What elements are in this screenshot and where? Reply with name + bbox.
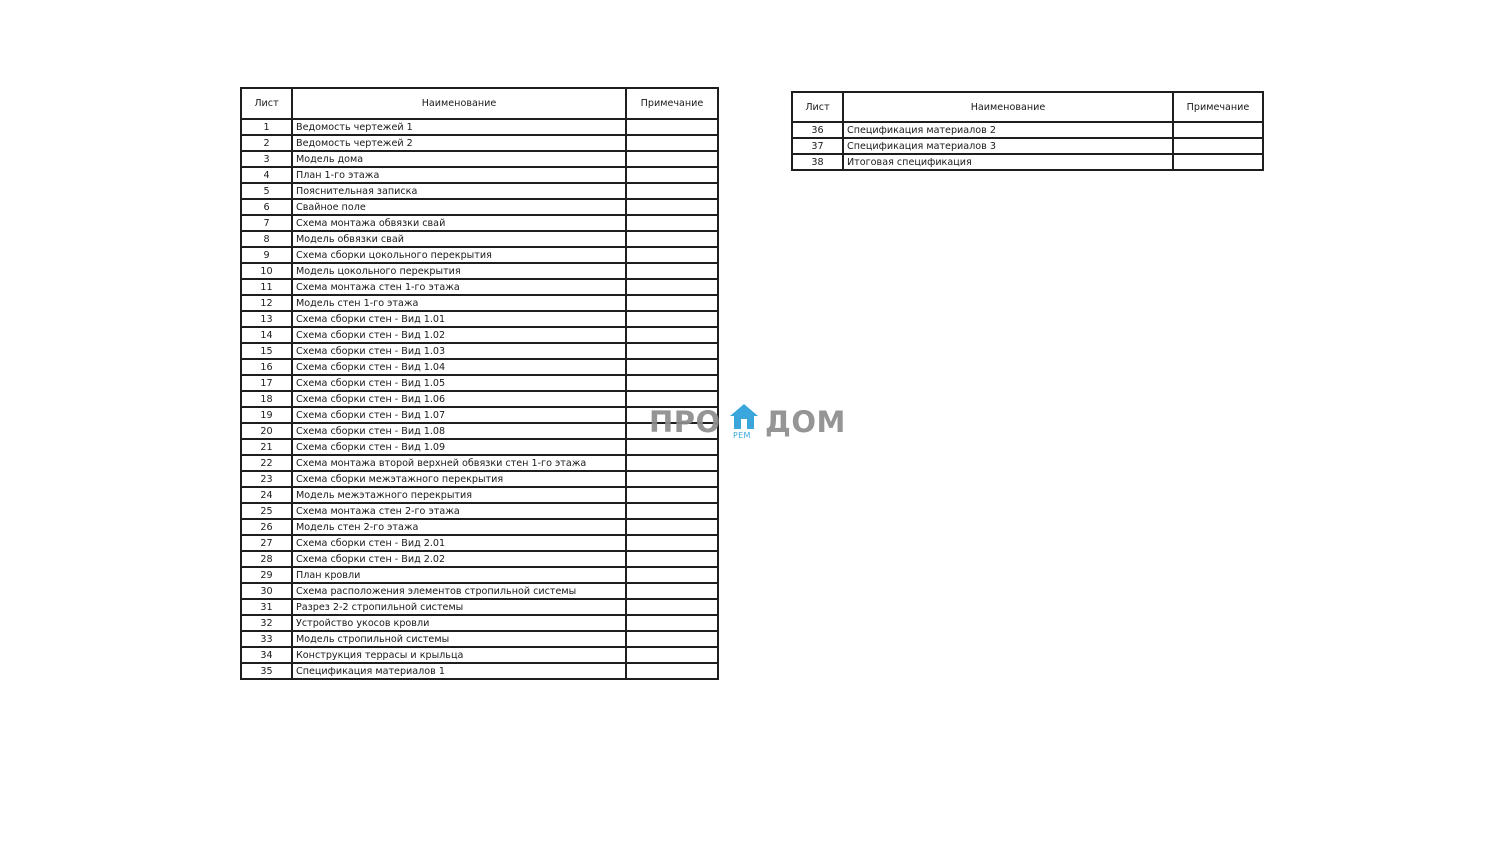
drawings-list-table-continued [791,91,1264,171]
note-cell [626,279,718,295]
note-cell [1173,154,1263,170]
table-row [241,551,718,567]
table-row [241,407,718,423]
table-row [241,567,718,583]
sheet-name-cell: План кровли [292,567,626,583]
sheet-number-cell: 35 [241,663,292,679]
sheet-name-cell: Модель стен 1-го этажа [292,295,626,311]
table-body [792,122,1263,170]
table-row [241,247,718,263]
note-cell [626,327,718,343]
sheet-number-cell: 16 [241,359,292,375]
table-body [241,119,718,679]
sheet-number-cell: 18 [241,391,292,407]
column-header-sheet: Лист [792,92,843,122]
note-cell [626,487,718,503]
sheet-number-cell: 8 [241,231,292,247]
column-header-name: Наименование [843,92,1173,122]
sheet-name-cell: Схема сборки стен - Вид 1.06 [292,391,626,407]
sheet-number-cell: 23 [241,471,292,487]
table-row [792,122,1263,138]
watermark-logo [649,400,849,446]
column-header-sheet: Лист [241,88,292,119]
note-cell [626,631,718,647]
sheet-name-cell: Схема сборки стен - Вид 2.01 [292,535,626,551]
note-cell [1173,138,1263,154]
sheet-name-cell: Схема сборки стен - Вид 1.03 [292,343,626,359]
sheet-number-cell: 6 [241,199,292,215]
sheet-name-cell: Схема сборки цокольного перекрытия [292,247,626,263]
sheet-name-cell: Схема сборки стен - Вид 1.05 [292,375,626,391]
table-row [792,138,1263,154]
table-row [241,631,718,647]
table-row [241,647,718,663]
sheet-name-cell: Спецификация материалов 2 [843,122,1173,138]
table-row [241,343,718,359]
sheet-name-cell: Конструкция террасы и крыльца [292,647,626,663]
table-row [241,471,718,487]
sheet-number-cell: 17 [241,375,292,391]
sheet-name-cell: Модель дома [292,151,626,167]
sheet-number-cell: 27 [241,535,292,551]
sheet-name-cell: Спецификация материалов 3 [843,138,1173,154]
note-cell [1173,122,1263,138]
table-row [241,439,718,455]
sheet-number-cell: 1 [241,119,292,135]
table-row [241,151,718,167]
table-row [241,231,718,247]
sheet-name-cell: Модель цокольного перекрытия [292,263,626,279]
sheet-number-cell: 24 [241,487,292,503]
sheet-name-cell: Схема монтажа второй верхней обвязки стен 1-го этажа [292,455,626,471]
sheet-number-cell: 13 [241,311,292,327]
table-row [241,375,718,391]
watermark-text-left: ПРО [649,405,721,439]
sheet-number-cell: 22 [241,455,292,471]
table-row [241,295,718,311]
sheet-number-cell: 4 [241,167,292,183]
sheet-number-cell: 28 [241,551,292,567]
column-header-name: Наименование [292,88,626,119]
sheet-name-cell: Модель обвязки свай [292,231,626,247]
note-cell [626,183,718,199]
sheet-number-cell: 36 [792,122,843,138]
note-cell [626,519,718,535]
note-cell [626,295,718,311]
sheet-number-cell: 9 [241,247,292,263]
table-row [241,327,718,343]
table-row [241,615,718,631]
sheet-name-cell: Свайное поле [292,199,626,215]
note-cell [626,471,718,487]
sheet-name-cell: Модель стен 2-го этажа [292,519,626,535]
table-row [241,279,718,295]
sheet-name-cell: Ведомость чертежей 1 [292,119,626,135]
table-row [241,487,718,503]
table-header-row [241,88,718,119]
note-cell [626,199,718,215]
note-cell [626,263,718,279]
watermark-subtext: РЕМ [733,431,751,440]
sheet-name-cell: План 1-го этажа [292,167,626,183]
note-cell [626,215,718,231]
sheet-number-cell: 37 [792,138,843,154]
note-cell [626,119,718,135]
sheet-name-cell: Схема сборки стен - Вид 1.04 [292,359,626,375]
sheet-name-cell: Разрез 2-2 стропильной системы [292,599,626,615]
sheet-number-cell: 3 [241,151,292,167]
note-cell [626,551,718,567]
sheet-name-cell: Схема сборки стен - Вид 2.02 [292,551,626,567]
sheet-name-cell: Схема сборки стен - Вид 1.07 [292,407,626,423]
note-cell [626,247,718,263]
sheet-number-cell: 32 [241,615,292,631]
table-row [241,503,718,519]
table-row [792,154,1263,170]
sheet-number-cell: 5 [241,183,292,199]
sheet-name-cell: Схема монтажа стен 1-го этажа [292,279,626,295]
sheet-name-cell: Схема сборки стен - Вид 1.01 [292,311,626,327]
note-cell [626,151,718,167]
drawings-list-table [240,87,719,680]
table-row [241,391,718,407]
watermark-text-right: ДОМ [765,405,846,439]
note-cell [626,135,718,151]
sheet-name-cell: Схема сборки стен - Вид 1.08 [292,423,626,439]
sheet-number-cell: 19 [241,407,292,423]
sheet-name-cell: Схема сборки стен - Вид 1.09 [292,439,626,455]
note-cell [626,231,718,247]
sheet-name-cell: Устройство укосов кровли [292,615,626,631]
note-cell [626,167,718,183]
note-cell [626,455,718,471]
table-row [241,583,718,599]
table-row [241,135,718,151]
table-row [241,199,718,215]
sheet-number-cell: 38 [792,154,843,170]
note-cell [626,567,718,583]
note-cell [626,343,718,359]
sheet-name-cell: Спецификация материалов 1 [292,663,626,679]
table-row [241,183,718,199]
sheet-name-cell: Схема сборки межэтажного перекрытия [292,471,626,487]
sheet-number-cell: 31 [241,599,292,615]
note-cell [626,375,718,391]
sheet-name-cell: Итоговая спецификация [843,154,1173,170]
table-row [241,663,718,679]
note-cell [626,663,718,679]
note-cell [626,535,718,551]
sheet-number-cell: 21 [241,439,292,455]
table-header-row [792,92,1263,122]
sheet-name-cell: Ведомость чертежей 2 [292,135,626,151]
table-row [241,535,718,551]
table-row [241,167,718,183]
table-row [241,311,718,327]
note-cell [626,359,718,375]
sheet-name-cell: Схема монтажа стен 2-го этажа [292,503,626,519]
sheet-name-cell: Схема монтажа обвязки свай [292,215,626,231]
sheet-number-cell: 2 [241,135,292,151]
sheet-number-cell: 34 [241,647,292,663]
table-row [241,599,718,615]
table-row [241,519,718,535]
sheet-number-cell: 15 [241,343,292,359]
sheet-name-cell: Пояснительная записка [292,183,626,199]
sheet-number-cell: 26 [241,519,292,535]
note-cell [626,503,718,519]
table-row [241,359,718,375]
sheet-number-cell: 10 [241,263,292,279]
sheet-number-cell: 14 [241,327,292,343]
table-row [241,423,718,439]
note-cell [626,647,718,663]
sheet-name-cell: Схема расположения элементов стропильной системы [292,583,626,599]
sheet-number-cell: 12 [241,295,292,311]
sheet-name-cell: Модель межэтажного перекрытия [292,487,626,503]
note-cell [626,311,718,327]
column-header-note: Примечание [626,88,718,119]
sheet-name-cell: Модель стропильной системы [292,631,626,647]
sheet-number-cell: 25 [241,503,292,519]
sheet-number-cell: 29 [241,567,292,583]
table-row [241,215,718,231]
table-row [241,119,718,135]
table-row [241,455,718,471]
sheet-number-cell: 7 [241,215,292,231]
sheet-name-cell: Схема сборки стен - Вид 1.02 [292,327,626,343]
column-header-note: Примечание [1173,92,1263,122]
table-row [241,263,718,279]
sheet-number-cell: 33 [241,631,292,647]
house-icon [728,402,760,430]
sheet-number-cell: 11 [241,279,292,295]
note-cell [626,583,718,599]
note-cell [626,615,718,631]
sheet-number-cell: 20 [241,423,292,439]
sheet-number-cell: 30 [241,583,292,599]
note-cell [626,599,718,615]
